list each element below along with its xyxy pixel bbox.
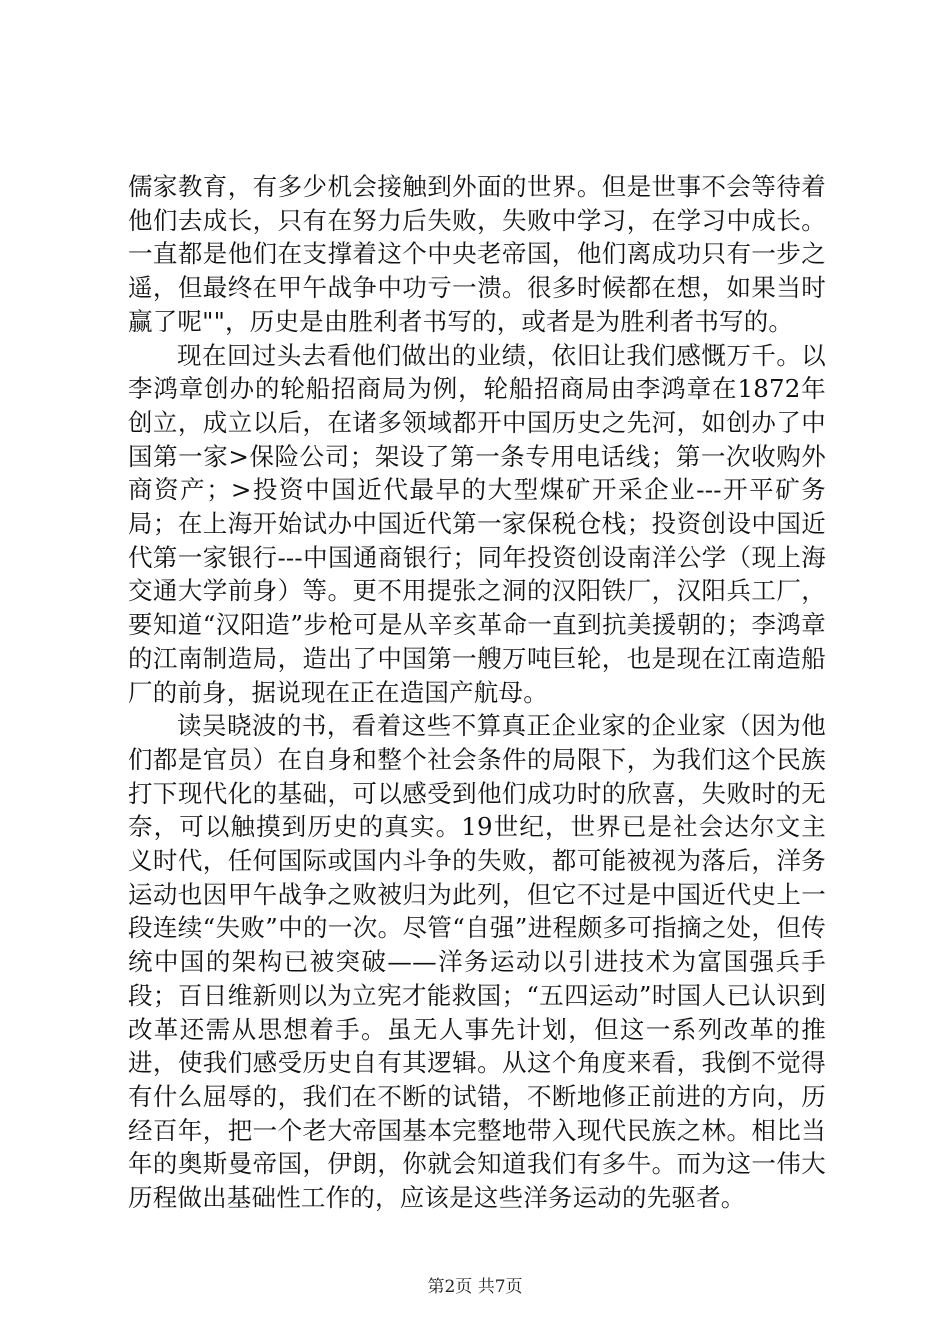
- paragraph-3: 读吴晓波的书，看着这些不算真正企业家的企业家（因为他们都是官员）在自身和整个社会条件的局限下，为我们这个民族打下现代化的基础，可以感受到他们成功时的欣喜，失败时的无奈，可以触摸到历史的真实。19世纪，世界已是社会达尔文主义时代，任何国际或国内斗争的失败，都可能被视为落后，洋务运动也因甲午战争之败被归为此列，但它不过是中国近代史上一段连续“失败”中的一次。尽管“自强”进程颇多可指摘之处，但传统中国的架构已被突破——洋务运动以引进技术为富国强兵手段；百日维新则以为立宪才能救国；“五四运动”时国人已认识到改革还需从思想着手。虽无人事先计划，但这一系列改革的推进，使我们感受历史自有其逻辑。从这个角度来看，我倒不觉得有什么屈辱的，我们在不断的试错，不断地修正前进的方向，历经百年，把一个老大帝国基本完整地带入现代民族之林。相比当年的奥斯曼帝国，伊朗，你就会知道我们有多牛。而为这一伟大历程做出基础性工作的，应该是这些洋务运动的先驱者。: [128, 711, 826, 1213]
- paragraph-1: 儒家教育，有多少机会接触到外面的世界。但是世事不会等待着他们去成长，只有在努力后失败，失败中学习，在学习中成长。一直都是他们在支撑着这个中央老帝国，他们离成功只有一步之遥，但最终在甲午战争中功亏一溃。很多时候都在想，如果当时赢了呢""，历史是由胜利者书写的，或者是为胜利者书写的。: [128, 172, 826, 336]
- paragraph-2: 现在回过头去看他们做出的业绩，依旧让我们感慨万千。以李鸿章创办的轮船招商局为例，轮船招商局由李鸿章在1872年创立，成立以后，在诸多领域都开中国历史之先河，如创办了中国第一家>保险公司；架设了第一条专用电话线；第一次收购外商资产；>投资中国近代最早的大型煤矿开采企业---开平矿务局；在上海开始试办中国近代第一家保税仓栈；投资创设中国近代第一家银行---中国通商银行；同年投资创设南洋公学（现上海交通大学前身）等。更不用提张之洞的汉阳铁厂，汉阳兵工厂，要知道“汉阳造”步枪可是从辛亥革命一直到抗美援朝的；李鸿章的江南制造局，造出了中国第一艘万吨巨轮，也是现在江南造船厂的前身，据说现在正在造国产航母。: [128, 340, 826, 707]
- document-body: [128, 170, 826, 1215]
- page-number: 第2页 共7页: [427, 1277, 523, 1297]
- page-footer: [0, 1272, 950, 1297]
